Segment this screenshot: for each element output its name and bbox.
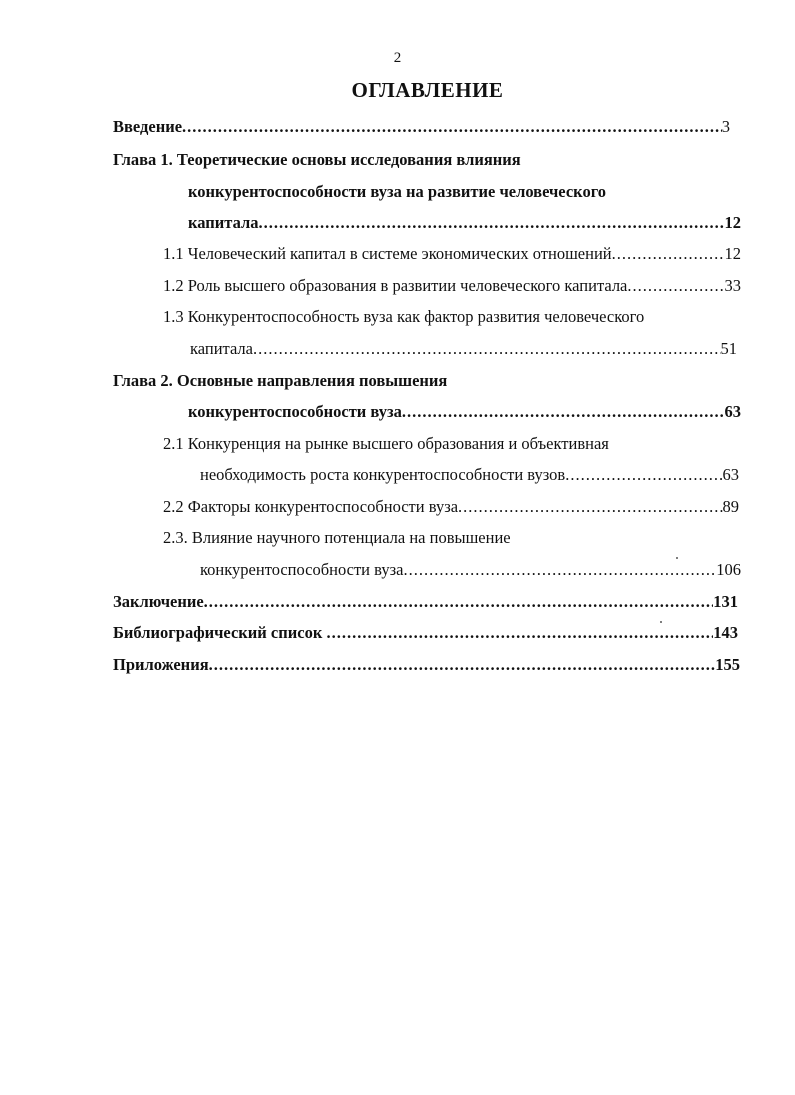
toc-entry-page: 155: [715, 655, 740, 674]
toc-section-2-3-line1[interactable]: 2.3. Влияние научного потенциала на повышение: [163, 528, 511, 547]
toc-section-2-1-line1[interactable]: 2.1 Конкуренция на рынке высшего образования и объективная: [163, 434, 609, 453]
toc-chapter1-line3[interactable]: [188, 213, 741, 233]
dot-leader: [253, 339, 721, 359]
toc-entry-conclusion[interactable]: [113, 592, 738, 612]
dot-leader: [204, 592, 714, 612]
toc-chapter1-line2[interactable]: конкурентоспособности вуза на развитие человеческого: [188, 182, 607, 201]
toc-entry-label: Приложения: [113, 655, 209, 674]
toc-section-1-3-line1[interactable]: 1.3 Конкурентоспособность вуза как фактор развития человеческого: [163, 307, 645, 326]
toc-section-2-1-line2[interactable]: [200, 465, 739, 485]
toc-entry-page: 63: [724, 402, 741, 421]
toc-section-2-3-line2[interactable]: [200, 560, 741, 580]
toc-entry-page: 89: [722, 497, 739, 516]
scan-speck: [676, 557, 678, 559]
toc-entry-page: 33: [724, 276, 741, 295]
toc-entry-label: конкурентоспособности вуза: [188, 402, 402, 421]
dot-leader: [403, 560, 716, 580]
dot-leader: [627, 276, 724, 296]
toc-entry-label: 1.2 Роль высшего образования в развитии человеческого капитала: [163, 276, 628, 295]
toc-entry-page: 106: [716, 560, 741, 579]
toc-section-1-1[interactable]: [163, 244, 741, 264]
toc-section-1-2[interactable]: [163, 276, 741, 296]
toc-chapter2-line2[interactable]: [188, 402, 741, 422]
toc-entry-intro[interactable]: [113, 117, 730, 137]
toc-entry-label: капитала: [190, 339, 253, 358]
toc-chapter1-line1[interactable]: Глава 1. Теоретические основы исследования влияния: [113, 150, 521, 169]
toc-entry-page: 143: [713, 623, 738, 642]
dot-leader: [565, 465, 722, 485]
dot-leader: [259, 213, 725, 233]
toc-entry-label: Введение: [113, 117, 183, 136]
toc-entry-label: 2.2 Факторы конкурентоспособности вуза: [163, 497, 459, 516]
toc-entry-label: Заключение: [113, 592, 204, 611]
toc-entry-label: конкурентоспособности вуза: [200, 560, 404, 579]
toc-entry-page: 12: [724, 244, 741, 263]
toc-entry-label: Библиографический список: [113, 623, 327, 642]
dot-leader: [458, 497, 722, 517]
toc-title: ОГЛАВЛЕНИЕ: [351, 78, 504, 102]
toc-entry-page: 63: [722, 465, 739, 484]
toc-section-1-3-line2[interactable]: [190, 339, 737, 359]
dot-leader: [402, 402, 725, 422]
toc-entry-page: 3: [721, 117, 730, 136]
toc-section-2-2[interactable]: [163, 497, 739, 517]
toc-entry-appendices[interactable]: [113, 655, 740, 675]
toc-chapter2-line1[interactable]: Глава 2. Основные направления повышения: [113, 371, 448, 390]
toc-entry-page: 131: [713, 592, 738, 611]
dot-leader: [326, 623, 713, 643]
scan-speck: [660, 621, 662, 623]
dot-leader: [182, 117, 722, 137]
toc-entry-page: 51: [720, 339, 737, 358]
toc-entry-bibliography[interactable]: [113, 623, 738, 643]
toc-entry-label: необходимость роста конкурентоспособности вузов: [200, 465, 566, 484]
toc-entry-label: капитала: [188, 213, 259, 232]
toc-entry-label: 1.1 Человеческий капитал в системе экономических отношений: [163, 244, 612, 263]
dot-leader: [209, 655, 716, 675]
page-number: 2: [393, 50, 402, 66]
dot-leader: [612, 244, 725, 264]
toc-entry-page: 12: [724, 213, 741, 232]
